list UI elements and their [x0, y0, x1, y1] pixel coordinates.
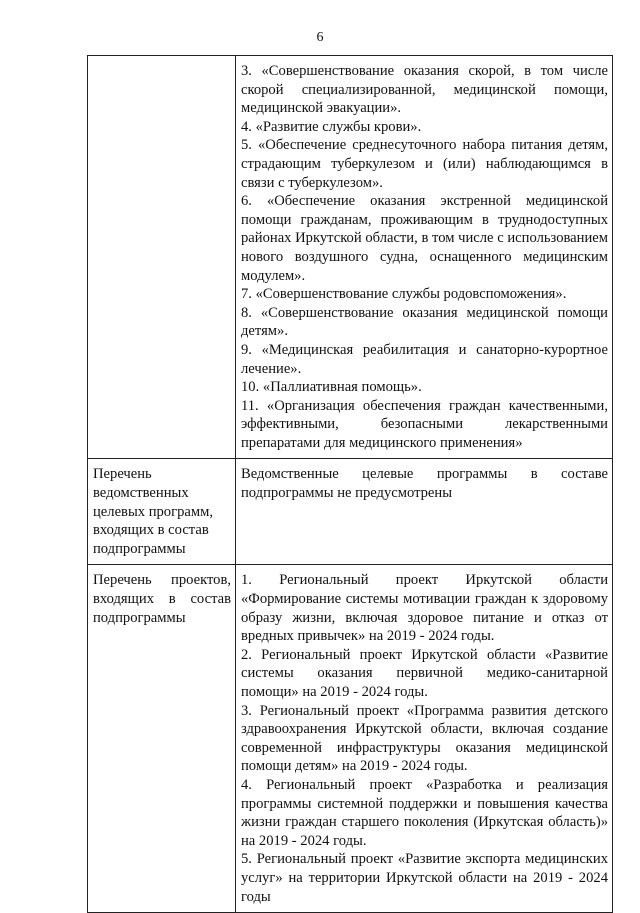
list-item: 5. Региональный проект «Развитие экспорта медицинских услуг» на территории Иркутской области на 2019 - 2024 годы — [241, 851, 608, 905]
list-item: 4. «Развитие службы крови». — [241, 118, 422, 135]
table-row — [88, 565, 613, 913]
table-row — [88, 459, 613, 565]
list-item: 2. Региональный проект Иркутской области «Развитие системы оказания первичной медико-санитарной помощи» на 2019 - 2024 годы. — [241, 646, 608, 700]
list-item: 10. «Паллиативная помощь». — [241, 379, 422, 396]
list-item: 7. «Совершенствование службы родовспоможения». — [241, 286, 567, 303]
row-label: Перечень ведомственных целевых программ, входящих в состав подпрограммы — [88, 459, 236, 565]
list-item: 5. «Обеспечение среднесуточного набора питания детям, страдающим туберкулезом и (или) наблюдающимся в связи с туберкулезом». — [241, 137, 608, 191]
list-item: 11. «Организация обеспечения граждан качественными, эффективными, безопасными лекарственными препаратами для медицинского применения» — [241, 397, 608, 451]
row-content — [236, 459, 613, 565]
table-row — [88, 56, 613, 459]
list-item: 3. «Совершенствование оказания скорой, в том числе скорой специализированной, медицинской помощи, медицинской эвакуации». — [241, 63, 608, 117]
row-content — [236, 56, 613, 459]
row-content — [236, 565, 613, 913]
list-item: 8. «Совершенствование оказания медицинской помощи детям». — [241, 304, 608, 340]
list-item: Ведомственные целевые программы в составе подпрограммы не предусмотрены — [241, 466, 608, 502]
passport-table — [87, 55, 613, 913]
row-label: Перечень проектов, входящих в состав подпрограммы — [88, 565, 236, 913]
list-item: 9. «Медицинская реабилитация и санаторно-курортное лечение». — [241, 341, 608, 377]
list-item: 1. Региональный проект Иркутской области «Формирование системы мотивации граждан к здоровому образу жизни, включая здоровое питание и отказ от вредных привычек» на 2019 - 2024 годы. — [241, 572, 608, 645]
list-item: 6. «Обеспечение оказания экстренной медицинской помощи гражданам, проживающим в труднодоступных районах Иркутской области, в том числе с использованием нового воздушного судна, оснащенного медицинским модулем». — [241, 193, 608, 284]
page-number: 6 — [316, 30, 324, 45]
list-item: 3. Региональный проект «Программа развития детского здравоохранения Иркутской области, включая создание современной инфраструктуры оказания медицинской помощи детям» на 2019 - 2024 годы. — [241, 702, 608, 775]
list-item: 4. Региональный проект «Разработка и реализация программы системной поддержки и повышения качества жизни граждан старшего поколения (Иркутская область)» на 2019 - 2024 годы. — [241, 776, 608, 849]
row-label — [88, 56, 236, 459]
